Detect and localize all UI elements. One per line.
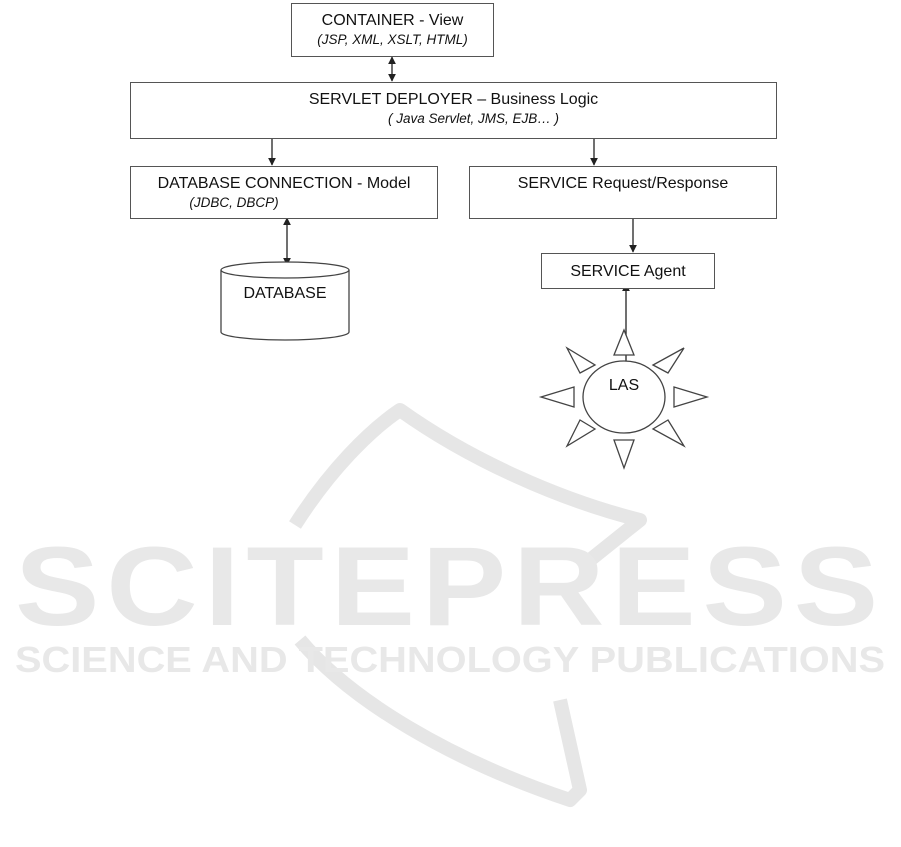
las-label: LAS	[608, 377, 640, 394]
sun-ray	[567, 348, 595, 373]
watermark-subtitle: SCIENCE AND TECHNOLOGY PUBLICATIONS	[15, 639, 885, 680]
service-request-title: SERVICE Request/Response	[517, 175, 729, 192]
servlet-deployer-box	[130, 82, 777, 139]
database-connection-subtitle: (JDBC, DBCP)	[189, 195, 279, 210]
container-view-box	[291, 3, 494, 57]
database-label: DATABASE	[243, 285, 327, 302]
las-sun-icon	[541, 330, 707, 468]
sun-ray	[653, 348, 684, 373]
sun-ray	[541, 387, 574, 407]
service-request-box	[469, 166, 777, 219]
service-agent-label: SERVICE Agent	[570, 263, 686, 280]
sun-ray	[614, 440, 634, 468]
database-connection-title: DATABASE CONNECTION - Model	[157, 175, 411, 192]
sun-ray	[567, 420, 595, 446]
database-connection-box	[130, 166, 438, 219]
container-view-subtitle: (JSP, XML, XSLT, HTML)	[317, 32, 468, 47]
servlet-deployer-title: SERVLET DEPLOYER – Business Logic	[308, 91, 599, 108]
watermark-title: SCITEPRESS	[15, 524, 886, 649]
sun-ray	[614, 330, 634, 355]
service-agent-box	[541, 253, 715, 289]
container-view-title: CONTAINER - View	[321, 12, 464, 29]
servlet-deployer-subtitle: ( Java Servlet, JMS, EJB… )	[387, 111, 560, 126]
sun-ray	[653, 420, 684, 446]
sun-ray	[674, 387, 707, 407]
